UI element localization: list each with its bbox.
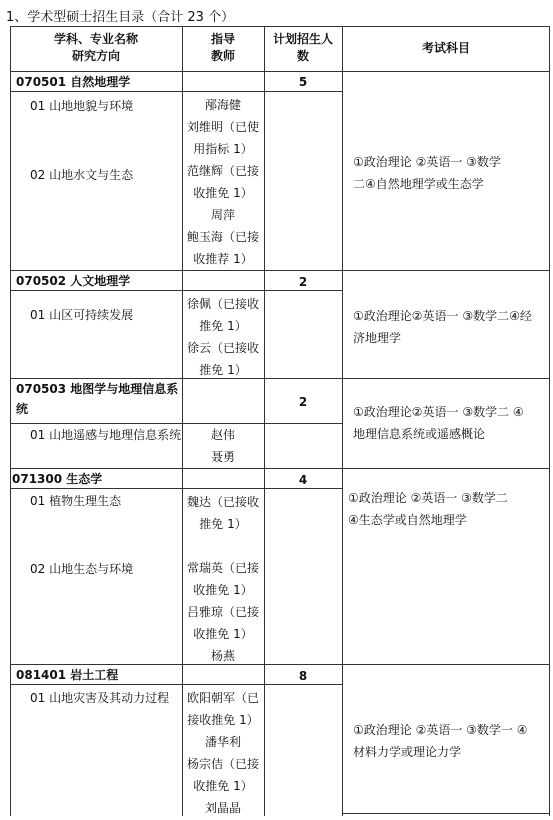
tutor-line: 收推免 1）: [193, 186, 253, 200]
tutor-line: 刘维明（已使: [186, 120, 259, 134]
tutor-line: 收推免 1）: [193, 583, 253, 597]
tutor-line: 推免 1）: [199, 363, 247, 377]
tutor-list: [182, 424, 264, 468]
header-major-label: 学科、专业名称: [53, 32, 138, 46]
exam-subjects: [353, 719, 548, 763]
direction-item: 01 植物生理生态: [30, 494, 122, 508]
column-divider: [342, 26, 343, 816]
tutor-line: 周萍: [210, 208, 235, 222]
exam-line: 济地理学: [353, 331, 402, 345]
quota-value: 2: [298, 275, 308, 289]
header-tutor-label: 指导: [210, 32, 235, 46]
exam-line: ①政治理论 ②英语一 ③数学一 ④: [353, 723, 528, 737]
tutor-line: 杨燕: [210, 649, 235, 663]
exam-line: 地理信息系统或遥感概论: [353, 427, 486, 441]
major-name: 070501 自然地理学: [16, 75, 131, 89]
tutor-line: 范继辉（已接: [186, 164, 259, 178]
header-quota: [264, 31, 342, 65]
exam-line: ①政治理论 ②英语一 ③数学: [353, 155, 501, 169]
exam-line: ①政治理论②英语一 ③数学二 ④: [353, 405, 524, 419]
exam-line: ①政治理论②英语一 ③数学二④经: [353, 309, 532, 323]
major-name: 071300 生态学: [12, 472, 103, 486]
header-divider: [10, 71, 550, 72]
exam-subjects: [353, 401, 548, 445]
exam-subjects: [348, 487, 549, 531]
exam-line: 材料力学或理论力学: [353, 745, 462, 759]
row-divider: [10, 378, 550, 379]
major-name-line: 070503 地图学与地理信息系: [16, 382, 179, 396]
table-border-right: [549, 26, 550, 816]
tutor-line: 鲍玉海（已接: [186, 230, 259, 244]
header-direction-label: 研究方向: [71, 49, 120, 63]
table-border-left: [10, 26, 11, 816]
tutor-list: [182, 94, 264, 270]
tutor-line: 魏达（已接收: [186, 495, 259, 509]
exam-line: ①政治理论 ②英语一 ③数学二: [348, 491, 508, 505]
header-quota-label: 数: [296, 49, 309, 63]
major-name: [16, 381, 182, 418]
tutor-line: 收推免 1）: [193, 627, 253, 641]
tutor-line: 用指标 1）: [193, 142, 253, 156]
row-divider: [10, 91, 342, 92]
row-divider: [342, 813, 550, 814]
tutor-line: 收推免 1）: [193, 779, 253, 793]
quota-value: 5: [298, 75, 308, 89]
row-divider: [10, 270, 550, 271]
tutor-list: [182, 687, 264, 819]
tutor-line: 欧阳朝军（已: [186, 691, 259, 705]
table-border-top: [10, 26, 550, 27]
direction-item: 01 山区可持续发展: [30, 308, 134, 322]
tutor-list: [182, 491, 264, 667]
admission-catalog-table: [10, 26, 550, 816]
tutor-line: 徐云（已接收: [186, 341, 259, 355]
tutor-line: 刘晶晶: [204, 801, 241, 815]
header-major: [10, 31, 182, 65]
exam-line: ④生态学或自然地理学: [348, 513, 467, 527]
direction-item: 01 山地灾害及其动力过程: [30, 691, 170, 705]
row-divider: [10, 423, 342, 424]
tutor-line: 潘华利: [204, 735, 241, 749]
tutor-line: 收推荐 1）: [193, 252, 253, 266]
row-divider: [10, 664, 550, 665]
tutor-line: 常瑞英（已接: [186, 561, 259, 575]
header-tutor-label: 教师: [210, 49, 235, 63]
row-divider: [10, 468, 550, 469]
tutor-list: [182, 293, 264, 381]
tutor-line: 聂勇: [210, 450, 235, 464]
direction-item: 02 山地水文与生态: [30, 168, 134, 182]
quota-value: 4: [298, 473, 308, 487]
tutor-line: 杨宗佶（已接: [186, 757, 259, 771]
header-exam: 考试科目: [421, 41, 470, 55]
quota-value: 2: [298, 395, 308, 409]
direction-item: 02 山地生态与环境: [30, 562, 134, 576]
direction-item: 01 山地遥感与地理信息系统: [30, 428, 182, 442]
direction-item: 01 山地地貌与环境: [30, 99, 134, 113]
exam-subjects: [353, 305, 548, 349]
tutor-spacer: [182, 535, 264, 557]
exam-subjects: [353, 151, 548, 195]
major-name-line: 统: [16, 402, 29, 416]
major-name: 070502 人文地理学: [16, 274, 131, 288]
catalog-title: 1、学术型硕士招生目录（合计 23 个）: [6, 10, 235, 25]
column-divider: [264, 26, 265, 816]
quota-value: 8: [298, 669, 308, 683]
tutor-line: 推免 1）: [199, 517, 247, 531]
tutor-line: 吕雅琼（已接: [186, 605, 259, 619]
tutor-line: 徐佩（已接收: [186, 297, 259, 311]
tutor-line: 邴海健: [204, 98, 241, 112]
tutor-line: 赵伟: [210, 428, 235, 442]
header-quota-label: 计划招生人: [272, 32, 333, 46]
tutor-line: 推免 1）: [199, 319, 247, 333]
tutor-line: 接收推免 1）: [187, 713, 259, 727]
major-name: 081401 岩土工程: [16, 668, 119, 682]
exam-line: 二④自然地理学或生态学: [353, 177, 484, 191]
header-tutor: [182, 31, 264, 65]
